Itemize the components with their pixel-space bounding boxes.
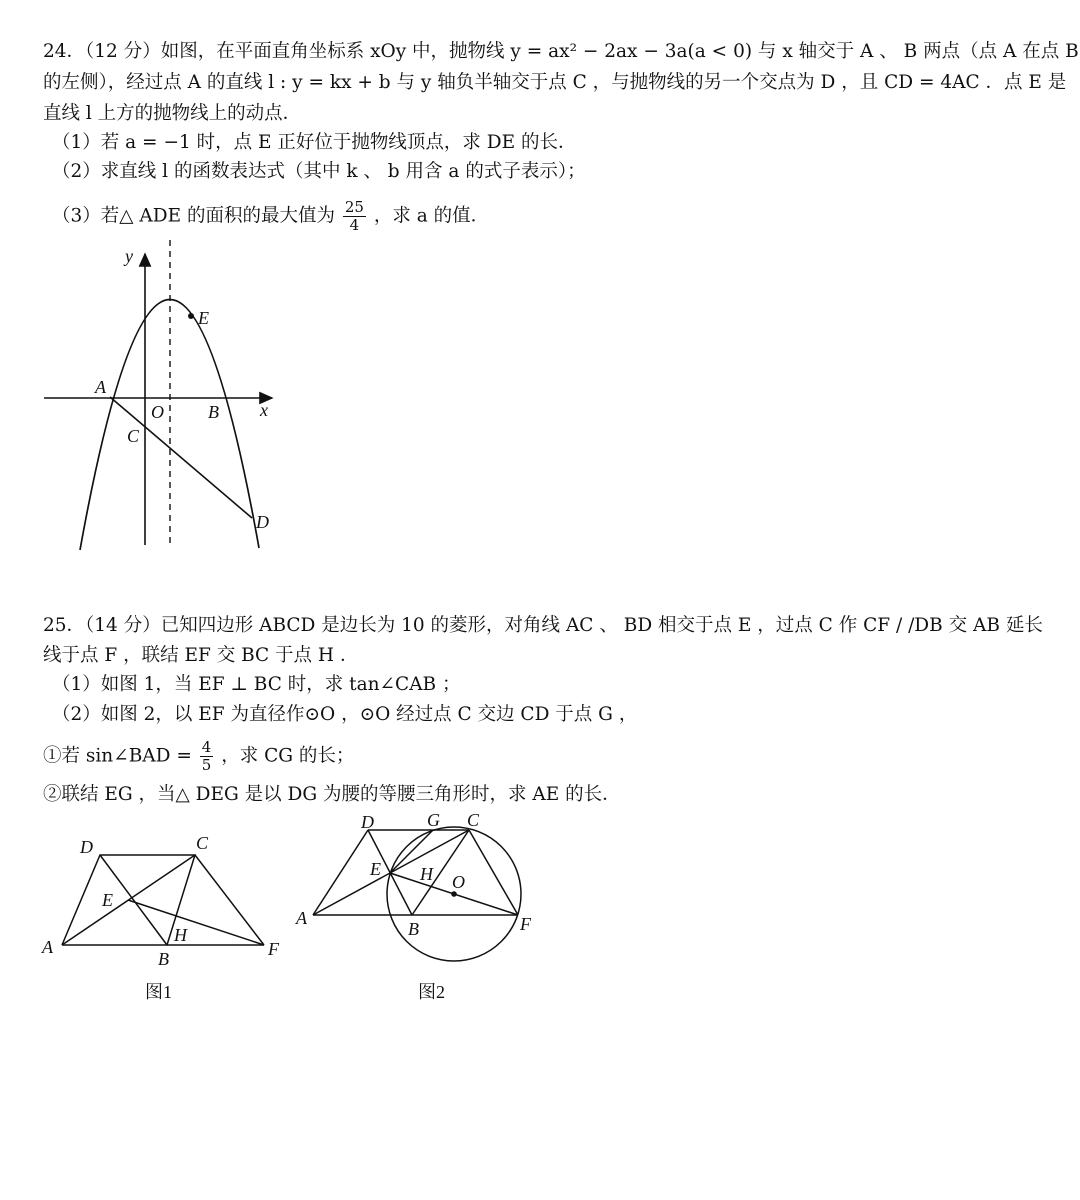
q25-part2: （2）如图 2，以 EF 为直径作⊙O ，⊙O 经过点 C 交边 CD 于点 G ， <box>52 704 638 725</box>
label-x: x <box>260 400 268 420</box>
label-e: E <box>198 308 209 328</box>
q24-fraction-numerator: 25 <box>344 198 364 216</box>
fig2-label-o: O <box>452 872 465 892</box>
fig2-label-c: C <box>467 810 480 830</box>
fig1-label-a: A <box>42 937 53 957</box>
q25-sub2: ②联结 EG ，当△ DEG 是以 DG 为腰的等腰三角形时，求 AE 的长． <box>43 784 621 805</box>
q24-line3: 直线 l 上方的抛物线上的动点． <box>43 103 302 124</box>
q24-line2: 的左侧），经过点 A 的直线 l : y = kx + b 与 y 轴负半轴交于点 C ，与抛物线的另一个交点为 D ，且 CD = 4AC ．点 E 是 <box>43 72 1067 93</box>
q24-line1: 24．（12 分）如图，在平面直角坐标系 xOy 中，抛物线 y = ax² − 2ax − 3a(a < 0) 与 x 轴交于 A 、 B 两点（点 A 在点 B <box>43 41 1079 62</box>
fig2-center-dot <box>451 891 457 897</box>
label-o: O <box>151 402 164 422</box>
q25-line1: 25．（14 分）已知四边形 ABCD 是边长为 10 的菱形，对角线 AC 、 BD 相交于点 E ，过点 C 作 CF / /DB 交 AB 延长 <box>43 615 1043 636</box>
q24-part3-text: （3）若△ ADE 的面积的最大值为 <box>52 205 335 227</box>
fig2-label-a: A <box>296 908 307 928</box>
fig1-label-h: H <box>174 925 187 945</box>
q24-part3-tail: ，求 a 的值． <box>373 205 490 227</box>
fig1-label-b: B <box>158 949 169 969</box>
fig1-label-f: F <box>268 939 279 959</box>
label-d: D <box>256 512 269 532</box>
fig2-label-h: H <box>420 864 433 884</box>
label-b: B <box>208 402 219 422</box>
fig2-label-b: B <box>408 919 419 939</box>
fig1-ef <box>128 900 264 945</box>
fig2-label-d: D <box>361 812 374 832</box>
label-a: A <box>95 377 106 397</box>
fig2-caption: 图2 <box>418 982 445 1002</box>
q25-part1: （1）如图 1，当 EF ⊥ BC 时，求 tan∠CAB ； <box>52 674 461 695</box>
fig1-cf <box>195 855 264 945</box>
label-y: y <box>125 246 133 266</box>
fig2-label-e: E <box>370 859 381 879</box>
q24-part2: （2）求直线 l 的函数表达式（其中 k 、 b 用含 a 的式子表示）； <box>52 161 586 182</box>
q25-line2: 线于点 F ，联结 EF 交 BC 于点 H ． <box>43 645 359 666</box>
fig2-label-g: G <box>427 810 440 830</box>
q24-part1: （1）若 a = −1 时，点 E 正好位于抛物线顶点，求 DE 的长． <box>52 132 577 153</box>
q24-fraction-denominator: 4 <box>349 216 360 234</box>
q25-sub1-text: ①若 sin∠BAD = <box>43 745 192 767</box>
fig2-cf <box>469 830 518 915</box>
q25-fraction-numerator: 4 <box>201 738 212 756</box>
label-c: C <box>127 426 140 446</box>
fig1-label-d: D <box>80 837 93 857</box>
q25-fraction-denominator: 5 <box>201 756 212 774</box>
fig1-caption: 图1 <box>145 982 172 1002</box>
q25-sub1-tail: ，求 CG 的长； <box>221 745 355 767</box>
fig2-ad <box>313 830 368 915</box>
fig1-label-e: E <box>102 890 113 910</box>
fig1-label-c: C <box>196 833 209 853</box>
fig2-label-f: F <box>520 914 531 934</box>
